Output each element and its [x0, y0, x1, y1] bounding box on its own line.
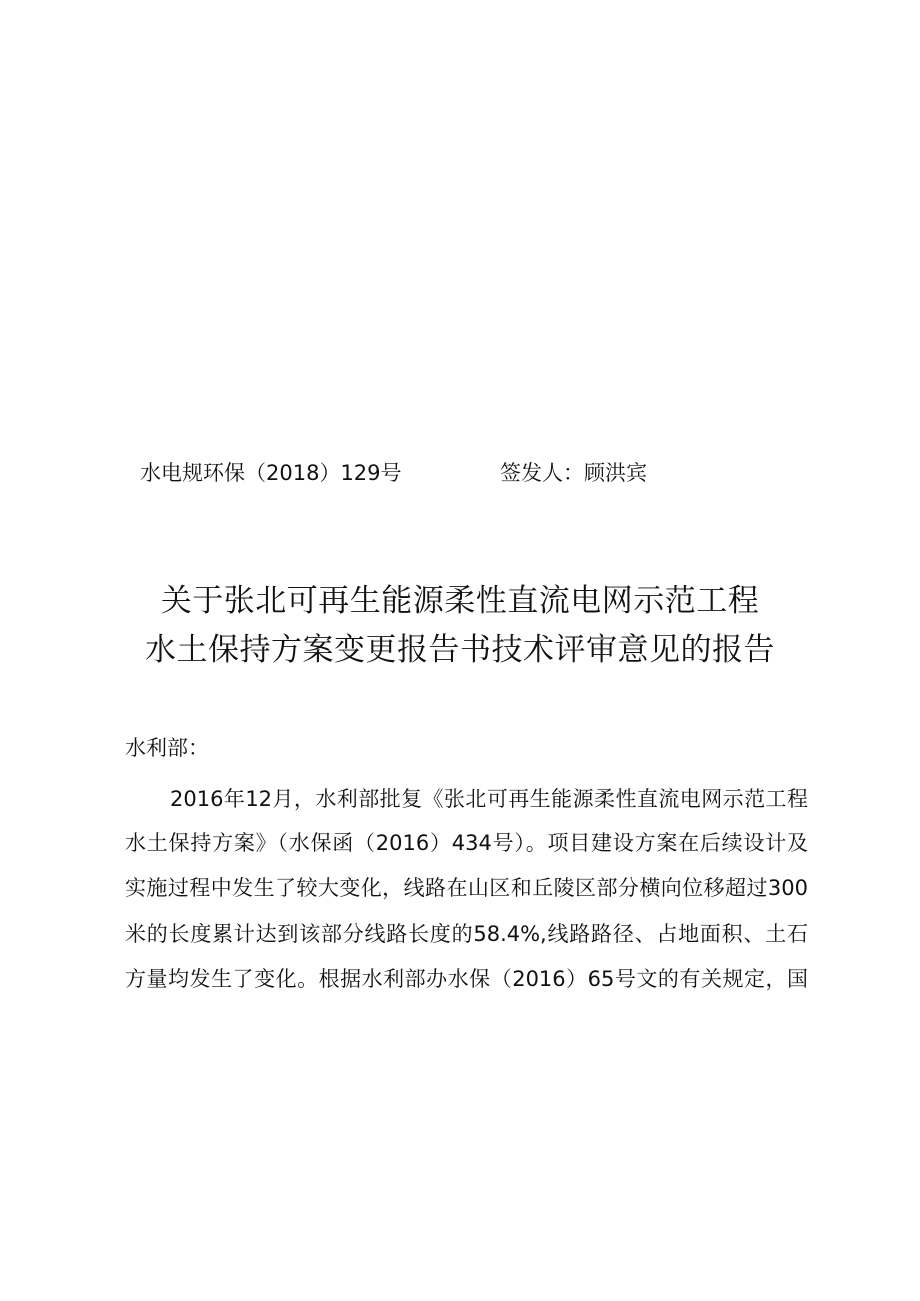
title-line-1: 关于张北可再生能源柔性直流电网示范工程: [160, 583, 760, 619]
paragraph-line: 方量均发生了变化。根据水利部办水保（2016）65号文的有关规定，国: [125, 967, 808, 991]
paragraph-line: 水土保持方案》（水保函（2016）434号）。项目建设方案在后续设计及: [125, 831, 808, 855]
signer: 签发人：顾洪宾: [500, 461, 647, 485]
document-number: 水电规环保（2018）129号: [140, 461, 402, 485]
paragraph-line: 实施过程中发生了较大变化，线路在山区和丘陵区部分横向位移超过300: [125, 876, 808, 900]
paragraph-line: 米的长度累计达到该部分线路长度的58.4%,线路路径、占地面积、土石: [125, 922, 808, 946]
salutation: 水利部：: [125, 736, 209, 760]
paragraph-line: 2016年12月，水利部批复《张北可再生能源柔性直流电网示范工程: [170, 787, 808, 811]
title-line-2: 水土保持方案变更报告书技术评审意见的报告: [145, 632, 775, 668]
